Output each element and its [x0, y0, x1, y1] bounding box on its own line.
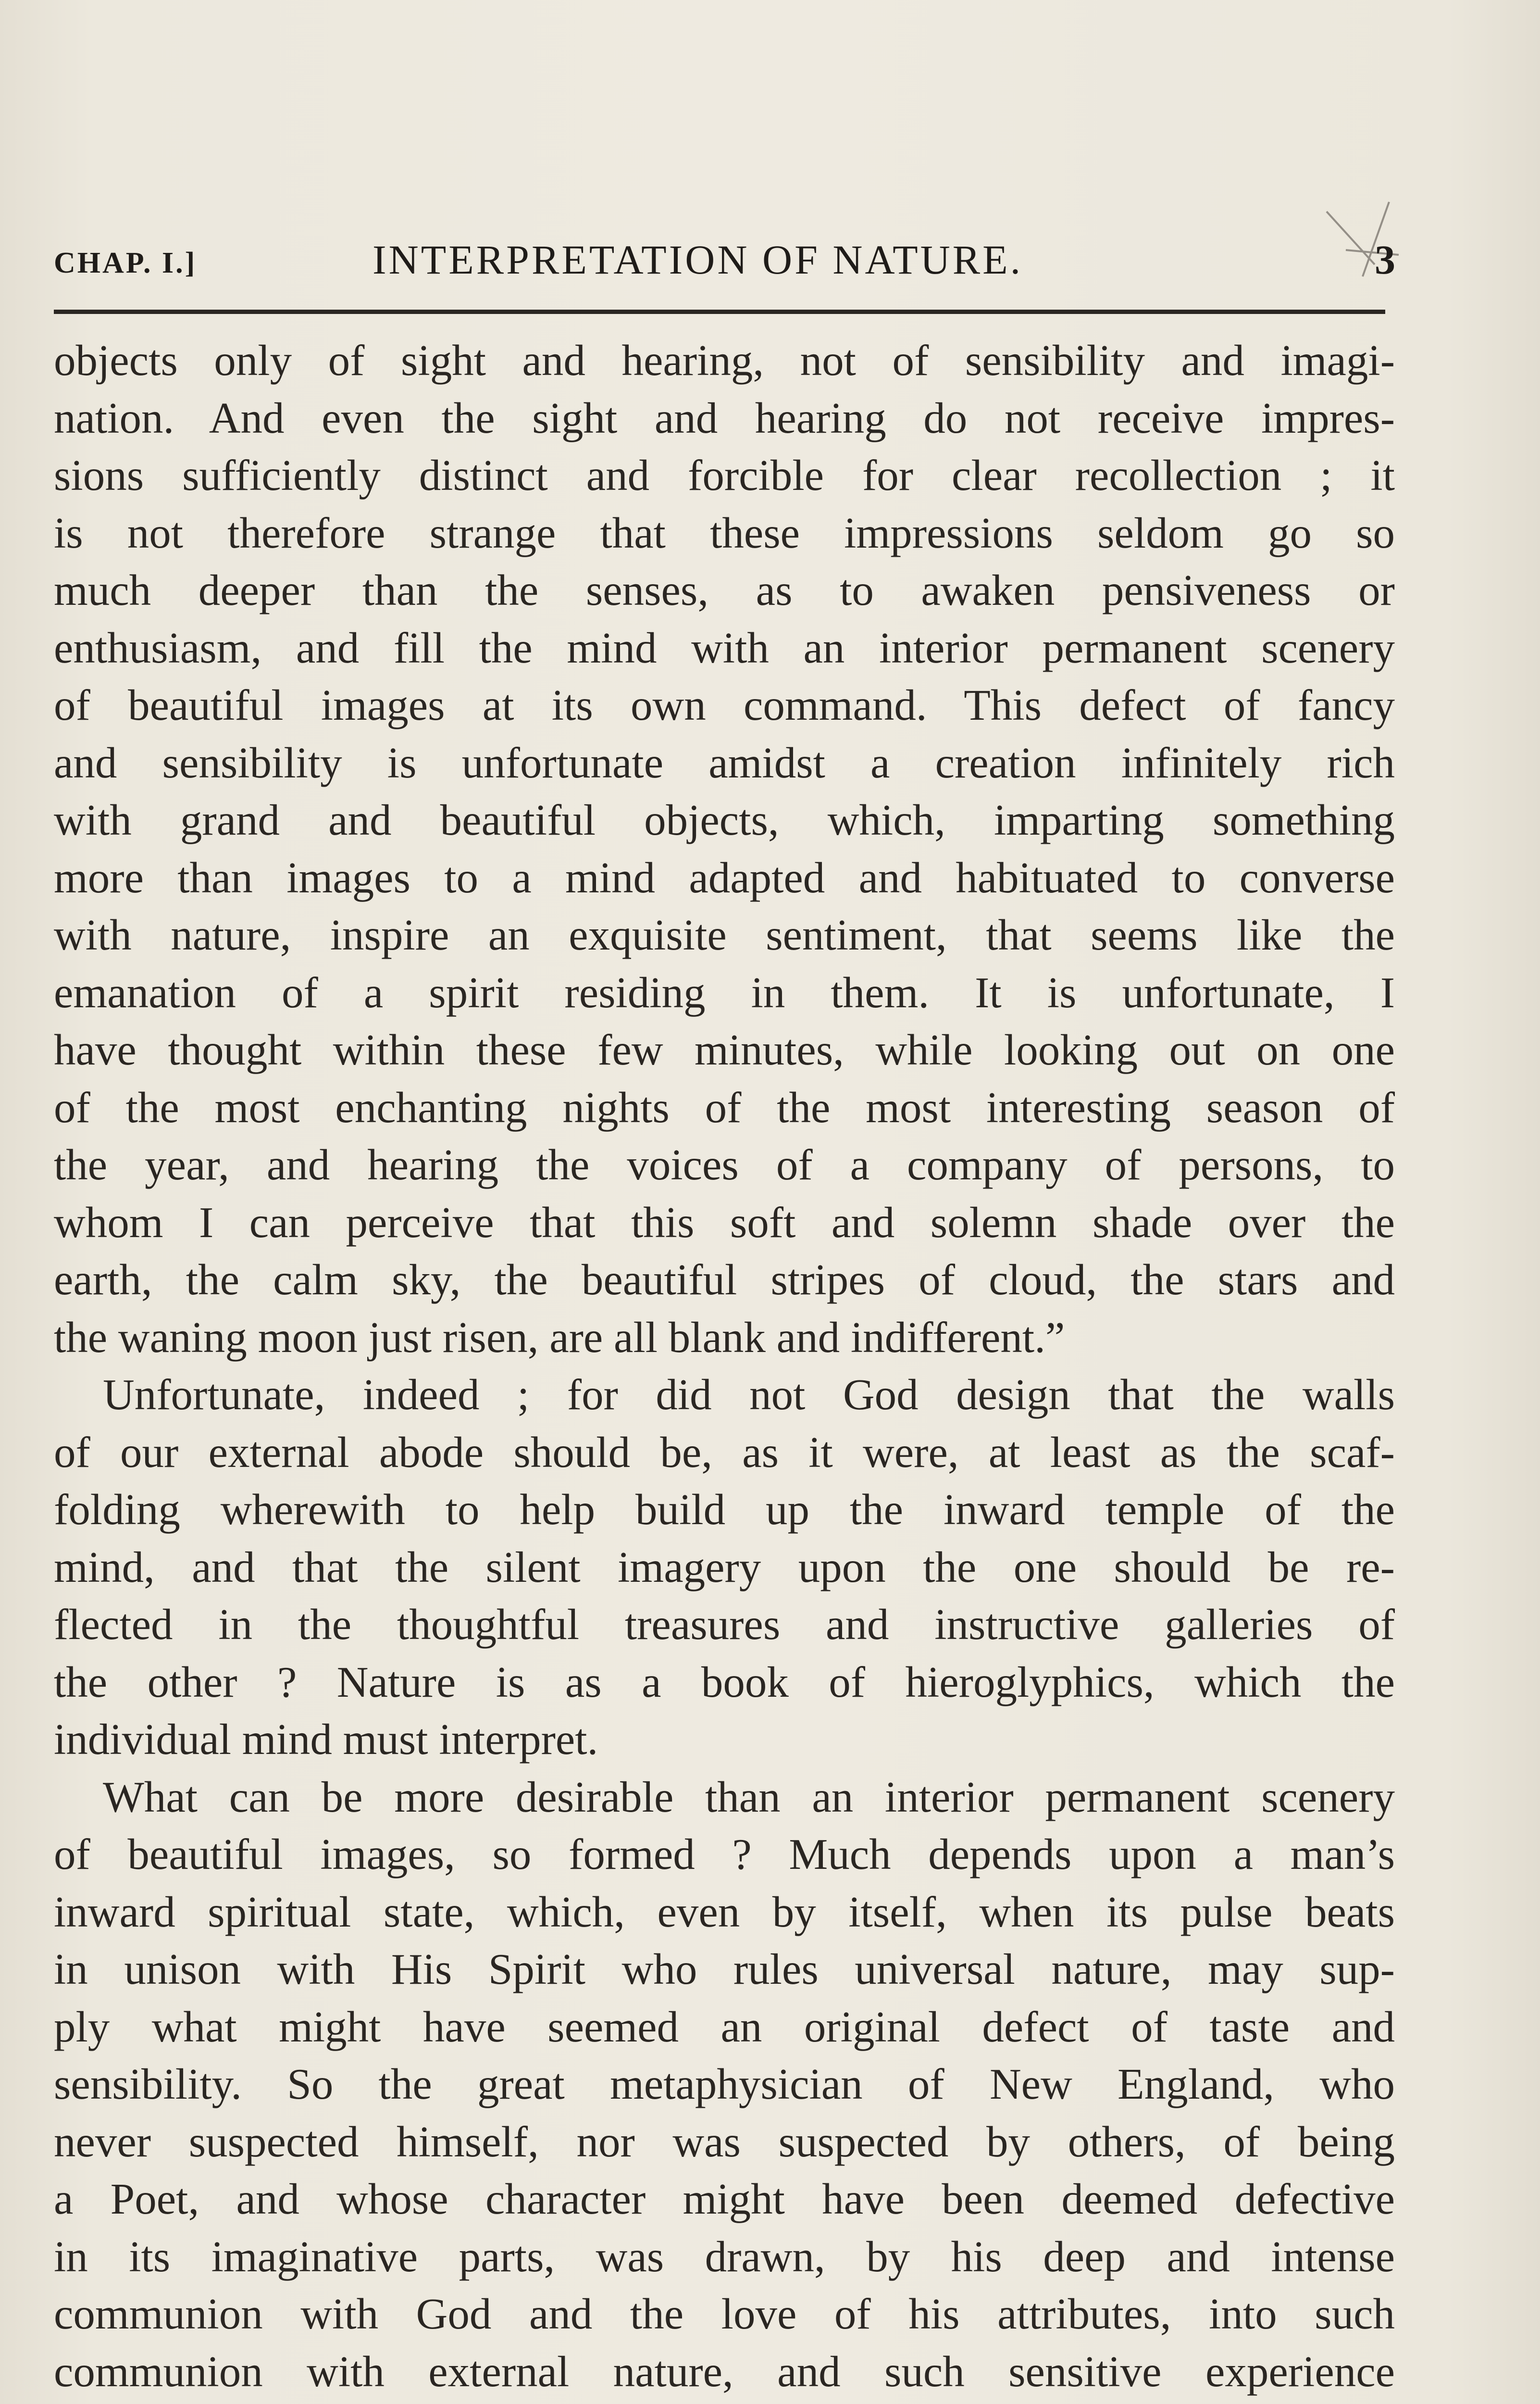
text-line: flected in the thoughtful treasures and instructive galleries of	[54, 1600, 1395, 1649]
chapter-label: CHAP. I.]	[54, 247, 197, 279]
text-line: with nature, inspire an exquisite sentiment, that seems like the	[54, 911, 1395, 959]
text-line	[54, 2400, 1395, 2404]
text-line: of beautiful images, so formed ? Much depends upon a man’s	[54, 1830, 1395, 1878]
text-line: individual mind must interpret.	[54, 1715, 598, 1764]
text-line: of our external abode should be, as it were, at least as the scaf-	[54, 1427, 1395, 1477]
text-line: communion with God and the love of his attributes, into such	[54, 2290, 1395, 2338]
running-header	[54, 236, 1400, 293]
text-line: earth, the calm sky, the beautiful stripes of cloud, the stars and	[54, 1255, 1395, 1304]
text-line: enthusiasm, and fill the mind with an interior permanent scenery	[54, 623, 1395, 672]
text-line: a Poet, and whose character might have been deemed defective	[54, 2175, 1395, 2223]
text-line: more than images to a mind adapted and habituated to converse	[54, 853, 1395, 902]
text-line: sensibility. So the great metaphysician of New England, who	[54, 2060, 1395, 2108]
text-line: in its imaginative parts, was drawn, by his deep and intense	[54, 2232, 1395, 2281]
text-line: the waning moon just risen, are all blank and indifferent.”	[54, 1313, 1065, 1362]
text-line: with grand and beautiful objects, which, imparting something	[54, 796, 1395, 844]
running-title: INTERPRETATION OF NATURE.	[373, 237, 1023, 283]
text-line: mind, and that the silent imagery upon the one should be re-	[54, 1542, 1395, 1591]
text-line: objects only of sight and hearing, not of sensibility and imagi-	[54, 336, 1395, 385]
page-number: 3	[1375, 237, 1395, 283]
text-line: of the most enchanting nights of the most interesting season of	[54, 1083, 1395, 1132]
text-line: the other ? Nature is as a book of hieroglyphics, which the	[54, 1657, 1395, 1706]
text-line: whom I can perceive that this soft and solemn shade over the	[54, 1198, 1395, 1247]
text-line: never suspected himself, nor was suspected by others, of being	[54, 2117, 1395, 2166]
text-line: the year, and hearing the voices of a company of persons, to	[54, 1140, 1395, 1189]
paragraph	[54, 332, 1395, 1366]
text-line: sions sufficiently distinct and forcible for clear recollection ; it	[54, 451, 1395, 500]
text-line: folding wherewith to help build up the inward temple of the	[54, 1485, 1395, 1534]
paragraph	[54, 1366, 1395, 1768]
text-line: of beautiful images at its own command. This defect of fancy	[54, 681, 1395, 729]
text-line: emanation of a spirit residing in them. It is unfortunate, I	[54, 968, 1395, 1017]
header-rule	[54, 310, 1385, 314]
text-line: communion with external nature, and such sensitive experience	[54, 2347, 1395, 2396]
text-line: ply what might have seemed an original defect of taste and	[54, 2002, 1395, 2051]
text-line: have thought within these few minutes, while looking out on one	[54, 1026, 1395, 1074]
text-line: is not therefore strange that these impressions seldom go so	[54, 508, 1395, 557]
text-line: Unfortunate, indeed ; for did not God design that the walls	[103, 1370, 1395, 1419]
text-line: What can be more desirable than an interior permanent scenery	[103, 1772, 1395, 1821]
body-text	[54, 332, 1395, 2404]
text-line: in unison with His Spirit who rules universal nature, may sup-	[54, 1945, 1395, 1993]
text-line: inward spiritual state, which, even by itself, when its pulse beats	[54, 1887, 1395, 1936]
text-line: and sensibility is unfortunate amidst a creation infinitely rich	[54, 738, 1395, 787]
paragraph	[54, 1768, 1395, 2404]
text-line: much deeper than the senses, as to awaken pensiveness or	[54, 566, 1395, 614]
text-line: nation. And even the sight and hearing do not receive impres-	[54, 393, 1395, 442]
